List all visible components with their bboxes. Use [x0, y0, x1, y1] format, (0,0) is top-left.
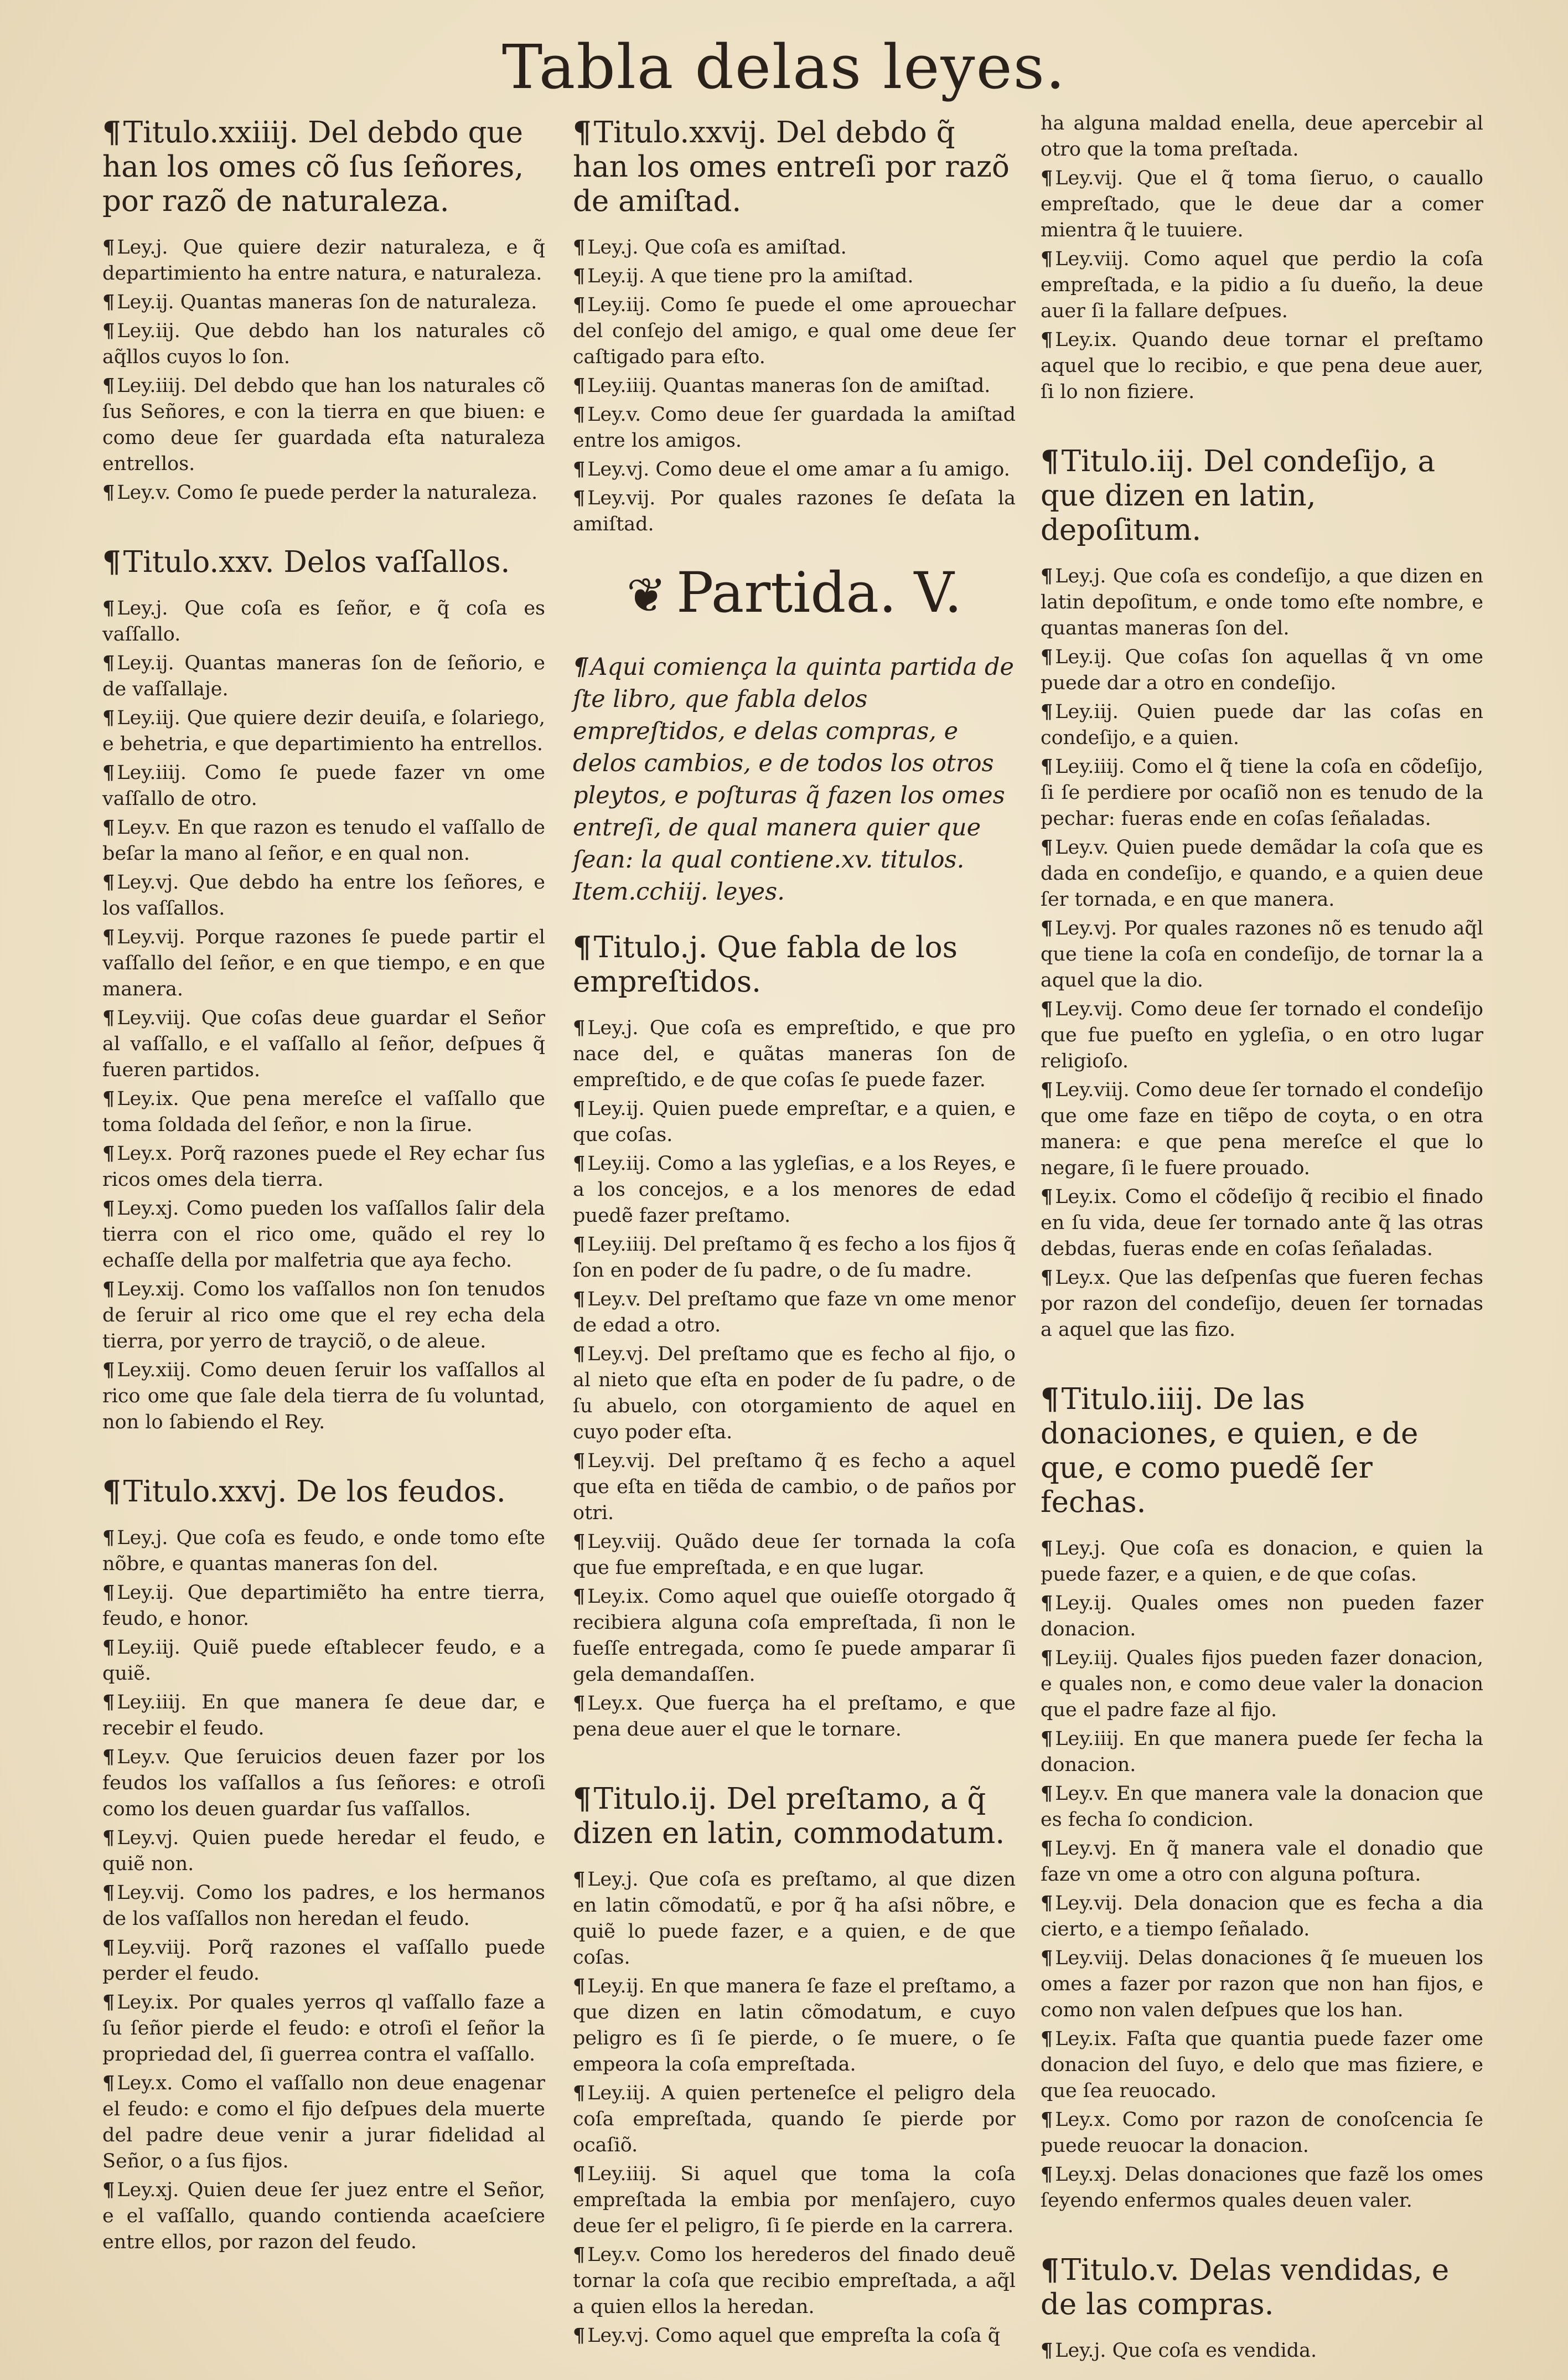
pilcrow-icon: ¶ [1041, 1947, 1053, 1969]
titulo-4-list [1041, 1535, 1483, 2214]
pilcrow-icon: ¶ [573, 2082, 586, 2104]
ley-entry: ¶ Ley.ij. Que departimiẽto ha entre tierra, feudo, e honor. [102, 1581, 545, 1630]
ley-entry: ¶ Ley.vj. Que debdo ha entre los ſeñores, e los vaſſallos. [102, 871, 545, 920]
pilcrow-icon: ¶ [573, 1692, 586, 1715]
pilcrow-icon: ¶ [102, 319, 115, 342]
ley-entry: ¶ Ley.iij. Como a las ygleſias, e a los Reyes, e a los concejos, e a los menores de edad puedẽ fazer preſtamo. [573, 1152, 1016, 1227]
pilcrow-icon: ¶ [573, 236, 586, 259]
pilcrow-icon: ¶ [102, 1006, 115, 1029]
ley-entry: ¶ Ley.viij. Que coſas deue guardar el Señor al vaſſallo, e el vaſſallo al ſeñor, deſpues q̃ fueren partidos. [102, 1006, 545, 1081]
ley-entry: ¶ Ley.j. Que coſa es vendida. [1041, 2339, 1317, 2362]
pilcrow-icon: ¶ [1041, 1592, 1053, 1614]
ley-entry: ¶ Ley.j. Que quiere dezir naturaleza, e q̃ departimiento ha entre natura, e naturaleza. [102, 236, 545, 285]
column-right [1041, 111, 1483, 2366]
pilcrow-icon: ¶ [573, 1097, 586, 1120]
ley-entry: ¶ Ley.j. Que coſa es amiſtad. [573, 236, 847, 259]
ley-entry: ¶ Ley.vij. Que el q̃ toma ſieruo, o cauallo empreſtado, que le deue dar a comer mientra q̃ le tuuiere. [1041, 167, 1483, 241]
ley-entry: ¶ Ley.iij. Quiẽ puede eſtablecer feudo, e a quiẽ. [102, 1636, 545, 1685]
pilcrow-icon: ¶ [102, 1936, 115, 1959]
ley-entry: ¶ Ley.x. Que fuerça ha el preſtamo, e que pena deue auer el que le tornare. [573, 1692, 1016, 1741]
pilcrow-icon: ¶ [573, 458, 586, 481]
titulo-2-heading: ¶Titulo.ij. Del preſtamo, a q̃ dizen en latin, commodatum. [573, 1782, 1005, 1850]
pilcrow-icon: ¶ [1041, 755, 1053, 778]
ley-entry: ¶ Ley.iiij. Del preſtamo q̃ es fecho a los fijos q̃ ſon en poder de ſu padre, o de ſu madre. [573, 1233, 1016, 1282]
titulo-24-heading: ¶Titulo.xxiiij. Del debdo que han los omes cõ ſus ſeñores, por razõ de naturaleza. [102, 115, 524, 218]
ley-entry: ¶ Ley.ix. Por quales yerros ql vaſſallo faze a ſu ſeñor pierde el feudo: e otroſi el ſeñor la propriedad del, ſi guerrea contra el vaſſallo. [102, 1991, 545, 2066]
ley-entry: ¶ Ley.iiij. En que manera puede ſer fecha la donacion. [1041, 1727, 1483, 1776]
ley-entry: ¶ Ley.iij. Quales fijos pueden fazer donacion, e quales non, e como deue valer la donacion que el padre faze al fijo. [1041, 1646, 1483, 1721]
ley-entry: ¶ Ley.vij. Por quales razones ſe deſata la amiſtad. [573, 487, 1016, 535]
pilcrow-icon: ¶ [102, 871, 115, 894]
ley-entry: ¶ Ley.ij. Quien puede empreſtar, e a quien, e que coſas. [573, 1097, 1016, 1146]
pilcrow-icon: ¶ [1041, 328, 1053, 351]
ley-entry: ¶ Ley.j. Que coſa es empreſtido, e que pro nace del, e quãtas maneras ſon de empreſtido, e de que coſas ſe puede fazer. [573, 1016, 1016, 1091]
pilcrow-icon: ¶ [1041, 1185, 1053, 1208]
ley-entry: ¶ Ley.ix. Como aquel que ouieſſe otorgado q̃ recibiera alguna coſa empreſtada, ſi non le fueſſe entregada, como ſe puede amparar ſi gela demandaſſen. [573, 1585, 1016, 1686]
ley-entry: ¶ Ley.iij. Como ſe puede el ome aprouechar del conſejo del amigo, e qual ome deue ſer caſtigado para eſto. [573, 293, 1016, 368]
ley-entry: ¶ Ley.vj. Como deue el ome amar a ſu amigo. [573, 458, 1010, 481]
pilcrow-icon: ¶ [102, 926, 115, 948]
pilcrow-icon: ¶ [102, 1359, 115, 1381]
ley-entry: ¶ Ley.ix. Faſta que quantia puede fazer ome donacion del ſuyo, e delo que mas fiziere, e que ſea reuocado. [1041, 2027, 1483, 2102]
ley-entry: ¶ Ley.iiij. Quantas maneras ſon de amiſtad. [573, 374, 991, 397]
pilcrow-icon: ¶ [1041, 1837, 1053, 1860]
ley-entry: ¶ Ley.vij. Del preſtamo q̃ es fecho a aquel que eſta en tiẽda de cambio, o de paños por otri. [573, 1449, 1016, 1524]
titulo-1-list [573, 1015, 1016, 1743]
pilcrow-icon: ¶ [573, 403, 586, 426]
column-left [102, 111, 545, 2258]
ley-entry: ¶ Ley.ij. Quantas maneras ſon de naturaleza. [102, 291, 537, 313]
pilcrow-icon: ¶ [573, 653, 588, 681]
partida-intro: ¶Aqui comiença la quinta partida de ſte libro, que fabla delos empreſtidos, e delas compras, e delos cambios, e de todos los otros pleytos, e poſturas q̃ fazen los omes entreſi, de qual manera quier que ſean: la qual contiene.xv. titulos. Item.cchiij. leyes. [573, 653, 1014, 906]
pilcrow-icon: ¶ [1041, 167, 1053, 189]
pilcrow-icon: ¶ [102, 1746, 115, 1768]
pilcrow-icon: ¶ [1041, 1078, 1053, 1101]
ley-entry: ¶ Ley.j. Que coſa es donacion, e quien la puede fazer, e a quien, e de que coſas. [1041, 1537, 1483, 1586]
titulo-3-list [1041, 563, 1483, 1343]
ley-entry: ¶ Ley.x. Que las deſpenſas que fueren fechas por razon del condeſijo, deuen ſer tornadas a aquel que las fizo. [1041, 1266, 1483, 1341]
pilcrow-icon: ¶ [102, 652, 115, 674]
ley-entry: ¶ Ley.viij. Como deue ſer tornado el condeſijo que ome faze en tiẽpo de coyta, o en otra manera: e que pena mereſce el que lo negare, ſi le fuere prouado. [1041, 1078, 1483, 1179]
ley-entry: ¶ Ley.ij. En que manera ſe faze el preſtamo, a que dizen en latin cõmodatum, e cuyo peligro es ſi ſe pierde, o ſe muere, o ſe empeora la coſa empreſtada. [573, 1975, 1016, 2076]
ley-entry: ¶ Ley.j. Que coſa es ſeñor, e q̃ coſa es vaſſallo. [102, 597, 545, 646]
pilcrow-icon: ¶ [573, 930, 592, 964]
partida-heading [573, 560, 1016, 629]
pilcrow-icon: ¶ [102, 1197, 115, 1220]
ley-entry: ¶ Ley.viij. Como aquel que perdio la coſa empreſtada, e la pidio a ſu dueño, la deue auer ſi la fallare deſpues. [1041, 247, 1483, 322]
ley-entry: ¶ Ley.vj. En q̃ manera vale el donadio que faze vn ome a otro con alguna poſtura. [1041, 1837, 1483, 1886]
pilcrow-icon: ¶ [573, 374, 586, 397]
pilcrow-icon: ¶ [573, 1975, 586, 1997]
pilcrow-icon: ¶ [102, 761, 115, 784]
ley-entry: ¶ Ley.viij. Delas donaciones q̃ ſe mueuen los omes a fazer por razon que non han fijos, e como non valen deſpues que los han. [1041, 1947, 1483, 2021]
ley-entry: ¶ Ley.j. Que coſa es condeſijo, a que dizen en latin depoſitum, e onde tomo eſte nombre, e quantas maneras ſon del. [1041, 565, 1483, 639]
ley-entry: ¶ Ley.v. Quien puede demãdar la coſa que es dada en condeſijo, e quando, e a quien deue ſer tornada, e en que manera. [1041, 836, 1483, 911]
titulo-25-list [102, 595, 545, 1436]
pilcrow-icon: ¶ [102, 1526, 115, 1549]
pilcrow-icon: ¶ [573, 1016, 586, 1039]
pilcrow-icon: ¶ [102, 374, 115, 397]
pilcrow-icon: ¶ [1041, 444, 1059, 478]
ley-entry: ¶ Ley.v. En que manera vale la donacion que es fecha ſo condicion. [1041, 1782, 1483, 1831]
ley-entry: ¶ Ley.iij. Que quiere dezir deuiſa, e ſolariego, e behetria, e que departimiento ha entrellos. [102, 706, 545, 755]
pilcrow-icon: ¶ [102, 1636, 115, 1659]
pilcrow-icon: ¶ [573, 1343, 586, 1365]
pilcrow-icon: ¶ [573, 1585, 586, 1608]
ley-entry: ¶ Ley.vij. Como los padres, e los hermanos de los vaſſallos non heredan el feudo. [102, 1881, 545, 1930]
ley-entry: ¶ Ley.j. Que coſa es preſtamo, al que dizen en latin cõmodatũ, e por q̃ ha aſsi nõbre, e quiẽ lo puede fazer, e a quien, e de que coſas. [573, 1868, 1016, 1969]
titulo-26-heading: ¶Titulo.xxvj. De los feudos. [102, 1474, 506, 1509]
pilcrow-icon: ¶ [1041, 1892, 1053, 1914]
titulo-3-heading: ¶Titulo.iij. Del condeſijo, a que dizen en latin, depoſitum. [1041, 444, 1436, 547]
pilcrow-icon: ¶ [102, 706, 115, 729]
pilcrow-icon: ¶ [1041, 1266, 1053, 1289]
ley-entry: ¶ Ley.x. Como el vaſſallo non deue enagenar el feudo: e como el fijo deſpues dela muerte del padre deue venir a jurar fidelidad al Señor, o a ſus fijos. [102, 2072, 545, 2172]
pilcrow-icon: ¶ [102, 1881, 115, 1904]
pilcrow-icon: ¶ [1041, 1646, 1053, 1669]
pilcrow-icon: ¶ [573, 1868, 586, 1891]
ley-entry: ¶ Ley.ix. Que pena mereſce el vaſſallo que toma ſoldada del ſeñor, e non la ſirue. [102, 1087, 545, 1136]
pilcrow-icon: ¶ [1041, 646, 1053, 668]
titulo-25-heading: ¶Titulo.xxv. Delos vaſſallos. [102, 545, 510, 579]
pilcrow-icon: ¶ [1041, 2339, 1053, 2362]
pilcrow-icon: ¶ [102, 1142, 115, 1165]
pilcrow-icon: ¶ [1041, 998, 1053, 1020]
ley-entry: ¶ Ley.vj. Por quales razones nõ es tenudo aq̃l que tiene la coſa en condeſijo, de tornar la a aquel que la dio. [1041, 917, 1483, 992]
pilcrow-icon: ¶ [102, 1087, 115, 1110]
pilcrow-icon: ¶ [102, 1991, 115, 2014]
ley-entry: ¶ Ley.j. Que coſa es feudo, e onde tomo eſte nõbre, e quantas maneras ſon del. [102, 1526, 545, 1575]
ley-entry: ¶ Ley.vj. Del preſtamo que es fecho al fijo, o al nieto que eſta en poder de ſu padre, o de ſu abuelo, con otorgamiento de aquel en cuyo poder eſta. [573, 1343, 1016, 1443]
titulo-4-heading: ¶Titulo.iiij. De las donaciones, e quien, e de que, e como puedẽ ſer fechas. [1041, 1382, 1419, 1519]
ley-entry: ¶ Ley.ij. Quales omes non pueden fazer donacion. [1041, 1592, 1483, 1640]
pilcrow-icon: ¶ [102, 1278, 115, 1300]
pilcrow-icon: ¶ [1041, 836, 1053, 859]
pilcrow-icon: ¶ [1041, 1382, 1059, 1416]
titulo-2-list [573, 1866, 1016, 2349]
pilcrow-icon: ¶ [1041, 2163, 1053, 2186]
ley-entry: ¶ Ley.iij. Quien puede dar las coſas en condeſijo, e a quien. [1041, 700, 1483, 749]
pilcrow-icon: ¶ [102, 597, 115, 619]
ley-entry: ¶ Ley.ix. Quando deue tornar el preſtamo aquel que lo recibio, e que pena deue auer, ſi lo non fiziere. [1041, 328, 1483, 403]
ley-entry: ¶ Ley.x. Porq̃ razones puede el Rey echar ſus ricos omes dela tierra. [102, 1142, 545, 1191]
pilcrow-icon: ¶ [102, 115, 121, 149]
pilcrow-icon: ¶ [573, 487, 586, 509]
pilcrow-icon: ¶ [1041, 1782, 1053, 1805]
ley-entry: ¶ Ley.iij. A quien perteneſce el peligro dela coſa empreſtada, quando ſe pierde por ocaſiõ. [573, 2082, 1016, 2156]
ley-entry: ¶ Ley.v. Del preſtamo que faze vn ome menor de edad a otro. [573, 1288, 1016, 1336]
pilcrow-icon: ¶ [102, 2178, 115, 2201]
ley-entry: ¶ Ley.v. En que razon es tenudo el vaſſallo de beſar la mano al ſeñor, e en qual non. [102, 816, 545, 865]
ley-entry: ¶ Ley.iiij. Como el q̃ tiene la coſa en cõdeſijo, ſi ſe perdiere por ocaſiõ non es tenudo de la pechar: fueras ende en coſas ſeñaladas. [1041, 755, 1483, 830]
ley-entry: ha alguna maldad enella, deue apercebir al otro que la toma preſtada. [1041, 112, 1483, 161]
ley-entry: ¶ Ley.ij. A que tiene pro la amiſtad. [573, 265, 914, 287]
ley-entry: ¶ Ley.vij. Dela donacion que es fecha a dia cierto, e a tiempo ſeñalado. [1041, 1892, 1483, 1940]
titulo-5-heading: ¶Titulo.v. Delas vendidas, e de las compras. [1041, 2253, 1450, 2321]
titulo-24-list [102, 234, 545, 506]
pilcrow-icon: ¶ [102, 1826, 115, 1849]
pilcrow-icon: ¶ [102, 545, 121, 579]
pilcrow-icon: ¶ [102, 1581, 115, 1604]
pilcrow-icon: ¶ [102, 2072, 115, 2094]
partida-title: Partida. V. [676, 560, 962, 625]
ley-entry: ¶ Ley.iiij. En que manera ſe deue dar, e recebir el feudo. [102, 1691, 545, 1739]
titulo-26-list [102, 1525, 545, 2255]
pilcrow-icon: ¶ [573, 265, 586, 287]
pilcrow-icon: ¶ [573, 1288, 586, 1310]
pilcrow-icon: ¶ [102, 291, 115, 313]
pilcrow-icon: ¶ [102, 816, 115, 839]
ley-entry: ¶ Ley.v. Como deue ſer guardada la amiſtad entre los amigos. [573, 403, 1016, 452]
ley-entry: ¶ Ley.ix. Como el cõdeſijo q̃ recibio el finado en ſu vida, deue ſer tornado ante q̃ las otras debdas, fueras ende en coſas ſeñaladas. [1041, 1185, 1483, 1260]
ley-entry: ¶ Ley.v. Como los herederos del finado deuẽ tornar la coſa que recibio empreſtada, a aq̃l a quien ellos la heredan. [573, 2243, 1016, 2318]
ley-entry: ¶ Ley.iiij. Del debdo que han los naturales cõ ſus Señores, e con la tierra en que biuen: e como deue ſer guardada eſta naturaleza entrellos. [102, 374, 545, 475]
pilcrow-icon: ¶ [573, 115, 592, 149]
pilcrow-icon: ¶ [1041, 2027, 1053, 2050]
pilcrow-icon: ¶ [1041, 247, 1053, 270]
ley-entry: ¶ Ley.vij. Como deue ſer tornado el condeſijo que fue pueſto en ygleſia, o en otro lugar religioſo. [1041, 998, 1483, 1072]
ley-entry: ¶ Ley.iiij. Como ſe puede fazer vn ome vaſſallo de otro. [102, 761, 545, 810]
pilcrow-icon: ¶ [102, 481, 115, 504]
pilcrow-icon: ¶ [1041, 1537, 1053, 1560]
ley-entry: ¶ Ley.xj. Delas donaciones que fazẽ los omes ſeyendo enfermos quales deuen valer. [1041, 2163, 1483, 2212]
pilcrow-icon: ¶ [1041, 2253, 1059, 2287]
page-title: Tabla delas leyes. [501, 32, 1067, 102]
titulo-27-list [573, 234, 1016, 538]
ley-entry: ¶ Ley.ij. Quantas maneras ſon de ſeñorio, e de vaſſallaje. [102, 652, 545, 700]
pilcrow-icon: ¶ [1041, 1727, 1053, 1750]
pilcrow-icon: ¶ [1041, 2108, 1053, 2131]
ley-entry: ¶ Ley.v. Que ſeruicios deuen fazer por los feudos los vaſſallos a ſus ſeñores: e otroſi como los deuen guardar ſus vaſſallos. [102, 1746, 545, 1820]
ley-entry: ¶ Ley.xij. Como los vaſſallos non ſon tenudos de ſeruir al rico ome que el rey echa dela tierra, por yerro de trayciõ, o de aleue. [102, 1278, 545, 1352]
ley-entry: ¶ Ley.viij. Quãdo deue ſer tornada la coſa que fue empreſtada, e en que lugar. [573, 1530, 1016, 1579]
pilcrow-icon: ¶ [573, 293, 586, 316]
ley-entry: ¶ Ley.xj. Quien deue ſer juez entre el Señor, e el vaſſallo, quando contienda acaeſciere entre ellos, por razon del feudo. [102, 2178, 545, 2253]
pilcrow-icon: ¶ [573, 1233, 586, 1256]
ley-entry: ¶ Ley.x. Como por razon de conoſcencia ſe puede reuocar la donacion. [1041, 2108, 1483, 2157]
ley-entry: ¶ Ley.xiij. Como deuen ſeruir los vaſſallos al rico ome que ſale dela tierra de ſu voluntad, non lo ſabiendo el Rey. [102, 1359, 545, 1433]
pilcrow-icon: ¶ [573, 1152, 586, 1175]
fleuron-icon: ❦ [626, 568, 666, 623]
pilcrow-icon: ¶ [1041, 917, 1053, 939]
pilcrow-icon: ¶ [102, 236, 115, 259]
column-middle [573, 111, 1016, 2351]
pilcrow-icon: ¶ [573, 2243, 586, 2266]
pilcrow-icon: ¶ [102, 1474, 121, 1509]
pilcrow-icon: ¶ [1041, 565, 1053, 587]
pilcrow-icon: ¶ [573, 1782, 592, 1816]
ley-entry: ¶ Ley.vj. Como aquel que empreſta la coſa q̃ [573, 2324, 1001, 2347]
pilcrow-icon: ¶ [573, 1530, 586, 1553]
continued-list [1041, 111, 1483, 405]
pilcrow-icon: ¶ [102, 1691, 115, 1713]
titulo-1-heading: ¶Titulo.j. Que fabla de los empreſtidos. [573, 930, 958, 999]
ley-entry: ¶ Ley.vj. Quien puede heredar el feudo, e quiẽ non. [102, 1826, 545, 1875]
ley-entry: ¶ Ley.vij. Porque razones ſe puede partir el vaſſallo del ſeñor, e en que tiempo, e en que manera. [102, 926, 545, 1000]
ley-entry: ¶ Ley.xj. Como pueden los vaſſallos ſalir dela tierra con el rico ome, quãdo el rey lo echaſſe della por malfetria que aya fecho. [102, 1197, 545, 1272]
ley-entry: ¶ Ley.v. Como ſe puede perder la naturaleza. [102, 481, 538, 504]
ley-entry: ¶ Ley.viij. Porq̃ razones el vaſſallo puede perder el feudo. [102, 1936, 545, 1985]
pilcrow-icon: ¶ [573, 2162, 586, 2185]
pilcrow-icon: ¶ [573, 1449, 586, 1472]
pilcrow-icon: ¶ [1041, 700, 1053, 723]
titulo-5-list [1041, 2337, 1483, 2364]
titulo-27-heading: ¶Titulo.xxvij. Del debdo q̃ han los omes entreſi por razõ de amiſtad. [573, 115, 1010, 218]
ley-entry: ¶ Ley.iiij. Si aquel que toma la coſa empreſtada la embia por menſajero, cuyo deue ſer el peligro, ſi ſe pierde en la carrera. [573, 2162, 1016, 2237]
ley-entry: ¶ Ley.ij. Que coſas ſon aquellas q̃ vn ome puede dar a otro en condeſijo. [1041, 646, 1483, 694]
pilcrow-icon: ¶ [573, 2324, 586, 2347]
ley-entry: ¶ Ley.iij. Que debdo han los naturales cõ aq̃llos cuyos lo ſon. [102, 319, 545, 368]
